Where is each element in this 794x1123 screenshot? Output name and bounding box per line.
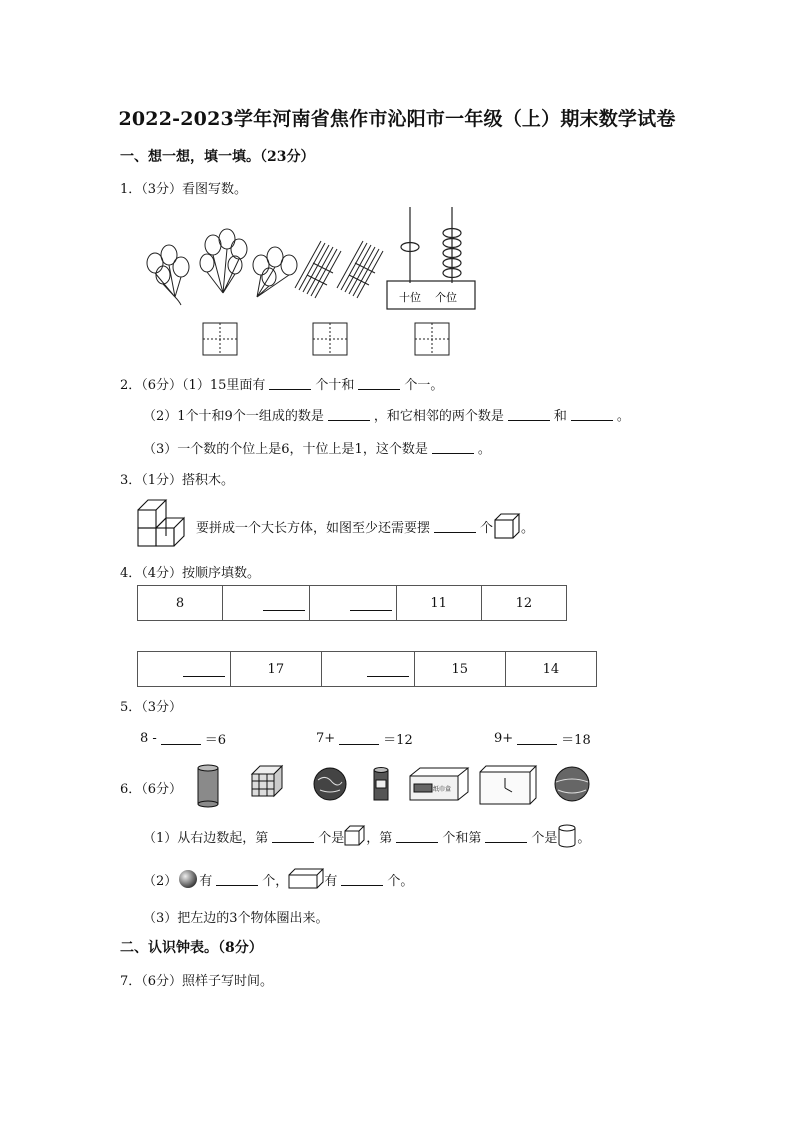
cylinder-icon [557,824,577,848]
table-cell-blank[interactable] [309,586,396,621]
cube-icon [493,512,521,540]
answer-blank[interactable] [272,830,314,843]
balloon-icon [200,229,247,293]
question-3-text: 。 [521,520,535,536]
answer-blank[interactable] [485,830,527,843]
count-figure [135,205,480,360]
question-2-line-3 [143,438,491,457]
clock-box-icon [480,766,536,804]
tissue-box-label: 纸巾盒 [433,786,452,793]
cuboid-icon [288,868,324,890]
table-cell-blank[interactable] [321,652,414,687]
cylinder-icon [198,765,218,807]
question-3-text: 要拼成一个大长方体，如图至少还需要摆 [196,520,431,536]
sphere-icon [177,868,199,890]
table-cell-blank[interactable] [138,652,231,687]
question-2-text: 。 [616,409,630,424]
table-cell: 17 [230,652,321,687]
answer-blank[interactable] [396,830,438,843]
equation-2: 7+ ＝12 [316,731,413,748]
answer-box [313,323,347,355]
tissue-box-icon [410,768,468,800]
table-cell: 11 [396,586,481,621]
answer-blank[interactable] [434,520,476,533]
cube-stack-icon [136,494,196,550]
question-6-label: 6．（6分） [120,782,183,797]
answer-blank[interactable] [341,873,383,886]
question-2-label: 2．（6分）（1）15里面有 [120,378,266,393]
question-2-text: 个十和 [315,378,355,393]
table-cell: 14 [505,652,596,687]
sequence-table-1 [137,585,567,621]
question-1-figure [135,205,480,360]
objects-figure [190,760,600,810]
answer-blank[interactable] [432,441,474,454]
answer-blank[interactable] [517,732,557,745]
question-3-text-line [196,512,534,540]
question-2-text: （3）一个数的个位上是6，十位上是1，这个数是 [143,442,428,457]
blocks-figure [136,494,196,550]
sequence-table-2 [137,651,597,687]
question-4-label: 4．（4分）按顺序填数。 [120,566,261,581]
question-5-label: 5．（3分） [120,700,183,715]
question-6-line-3: （3）把左边的3个物体圈出来。 [143,911,329,926]
answer-blank[interactable] [161,732,201,745]
table-cell: 12 [481,586,566,621]
question-3-label: 3．（1分）搭积木。 [120,473,235,488]
stick-bundle-icon [337,241,383,298]
balloon-icon [147,245,189,305]
answer-box [415,323,449,355]
question-2-text: ，和它相邻的两个数是 [373,409,504,424]
answer-blank[interactable] [508,408,550,421]
balloon-icon [253,247,297,297]
equation-1: 8 - ＝6 [140,731,227,748]
abacus-ones-label: 个位 [435,291,457,304]
question-2-text: 和 [553,409,567,424]
rubiks-cube-icon [252,766,282,796]
question-2-text: 。 [477,442,491,457]
answer-box [203,323,237,355]
question-6-line-1: （1）从右边数起，第 个是 ，第 个和第 个是 。 [143,824,590,848]
stick-bundle-icon [295,241,341,298]
abacus-tens-label: 十位 [399,291,421,304]
answer-blank[interactable] [328,408,370,421]
answer-blank[interactable] [269,377,311,390]
question-3-text: 个 [480,520,494,536]
question-2-text: 个一。 [404,378,444,393]
answer-blank[interactable] [358,377,400,390]
question-1-label: 1．（3分）看图写数。 [120,182,248,197]
can-icon [374,768,388,801]
section-1-heading: 一、想一想，填一填。（23分） [120,149,315,165]
question-2-line-1 [120,374,443,393]
ball-icon [555,767,589,801]
table-cell-blank[interactable] [222,586,309,621]
question-6-line-2: （2） 有 个， 有 个。 [143,868,413,890]
page-title: 2022-2023学年河南省焦作市沁阳市一年级（上）期末数学试卷 [118,108,676,130]
question-7-label: 7．（6分）照样子写时间。 [120,974,274,989]
question-2-line-2 [143,405,630,424]
question-2-text: （2）1个十和9个一组成的数是 [143,409,324,424]
answer-blank[interactable] [339,732,379,745]
table-cell: 8 [138,586,223,621]
cube-icon [344,825,366,847]
objects-row [190,760,600,810]
equation-3: 9+ ＝18 [494,731,591,748]
section-2-heading: 二、认识钟表。（8分） [120,940,263,956]
answer-blank[interactable] [571,408,613,421]
answer-blank[interactable] [216,873,258,886]
globe-icon [314,768,346,800]
table-cell: 15 [414,652,505,687]
